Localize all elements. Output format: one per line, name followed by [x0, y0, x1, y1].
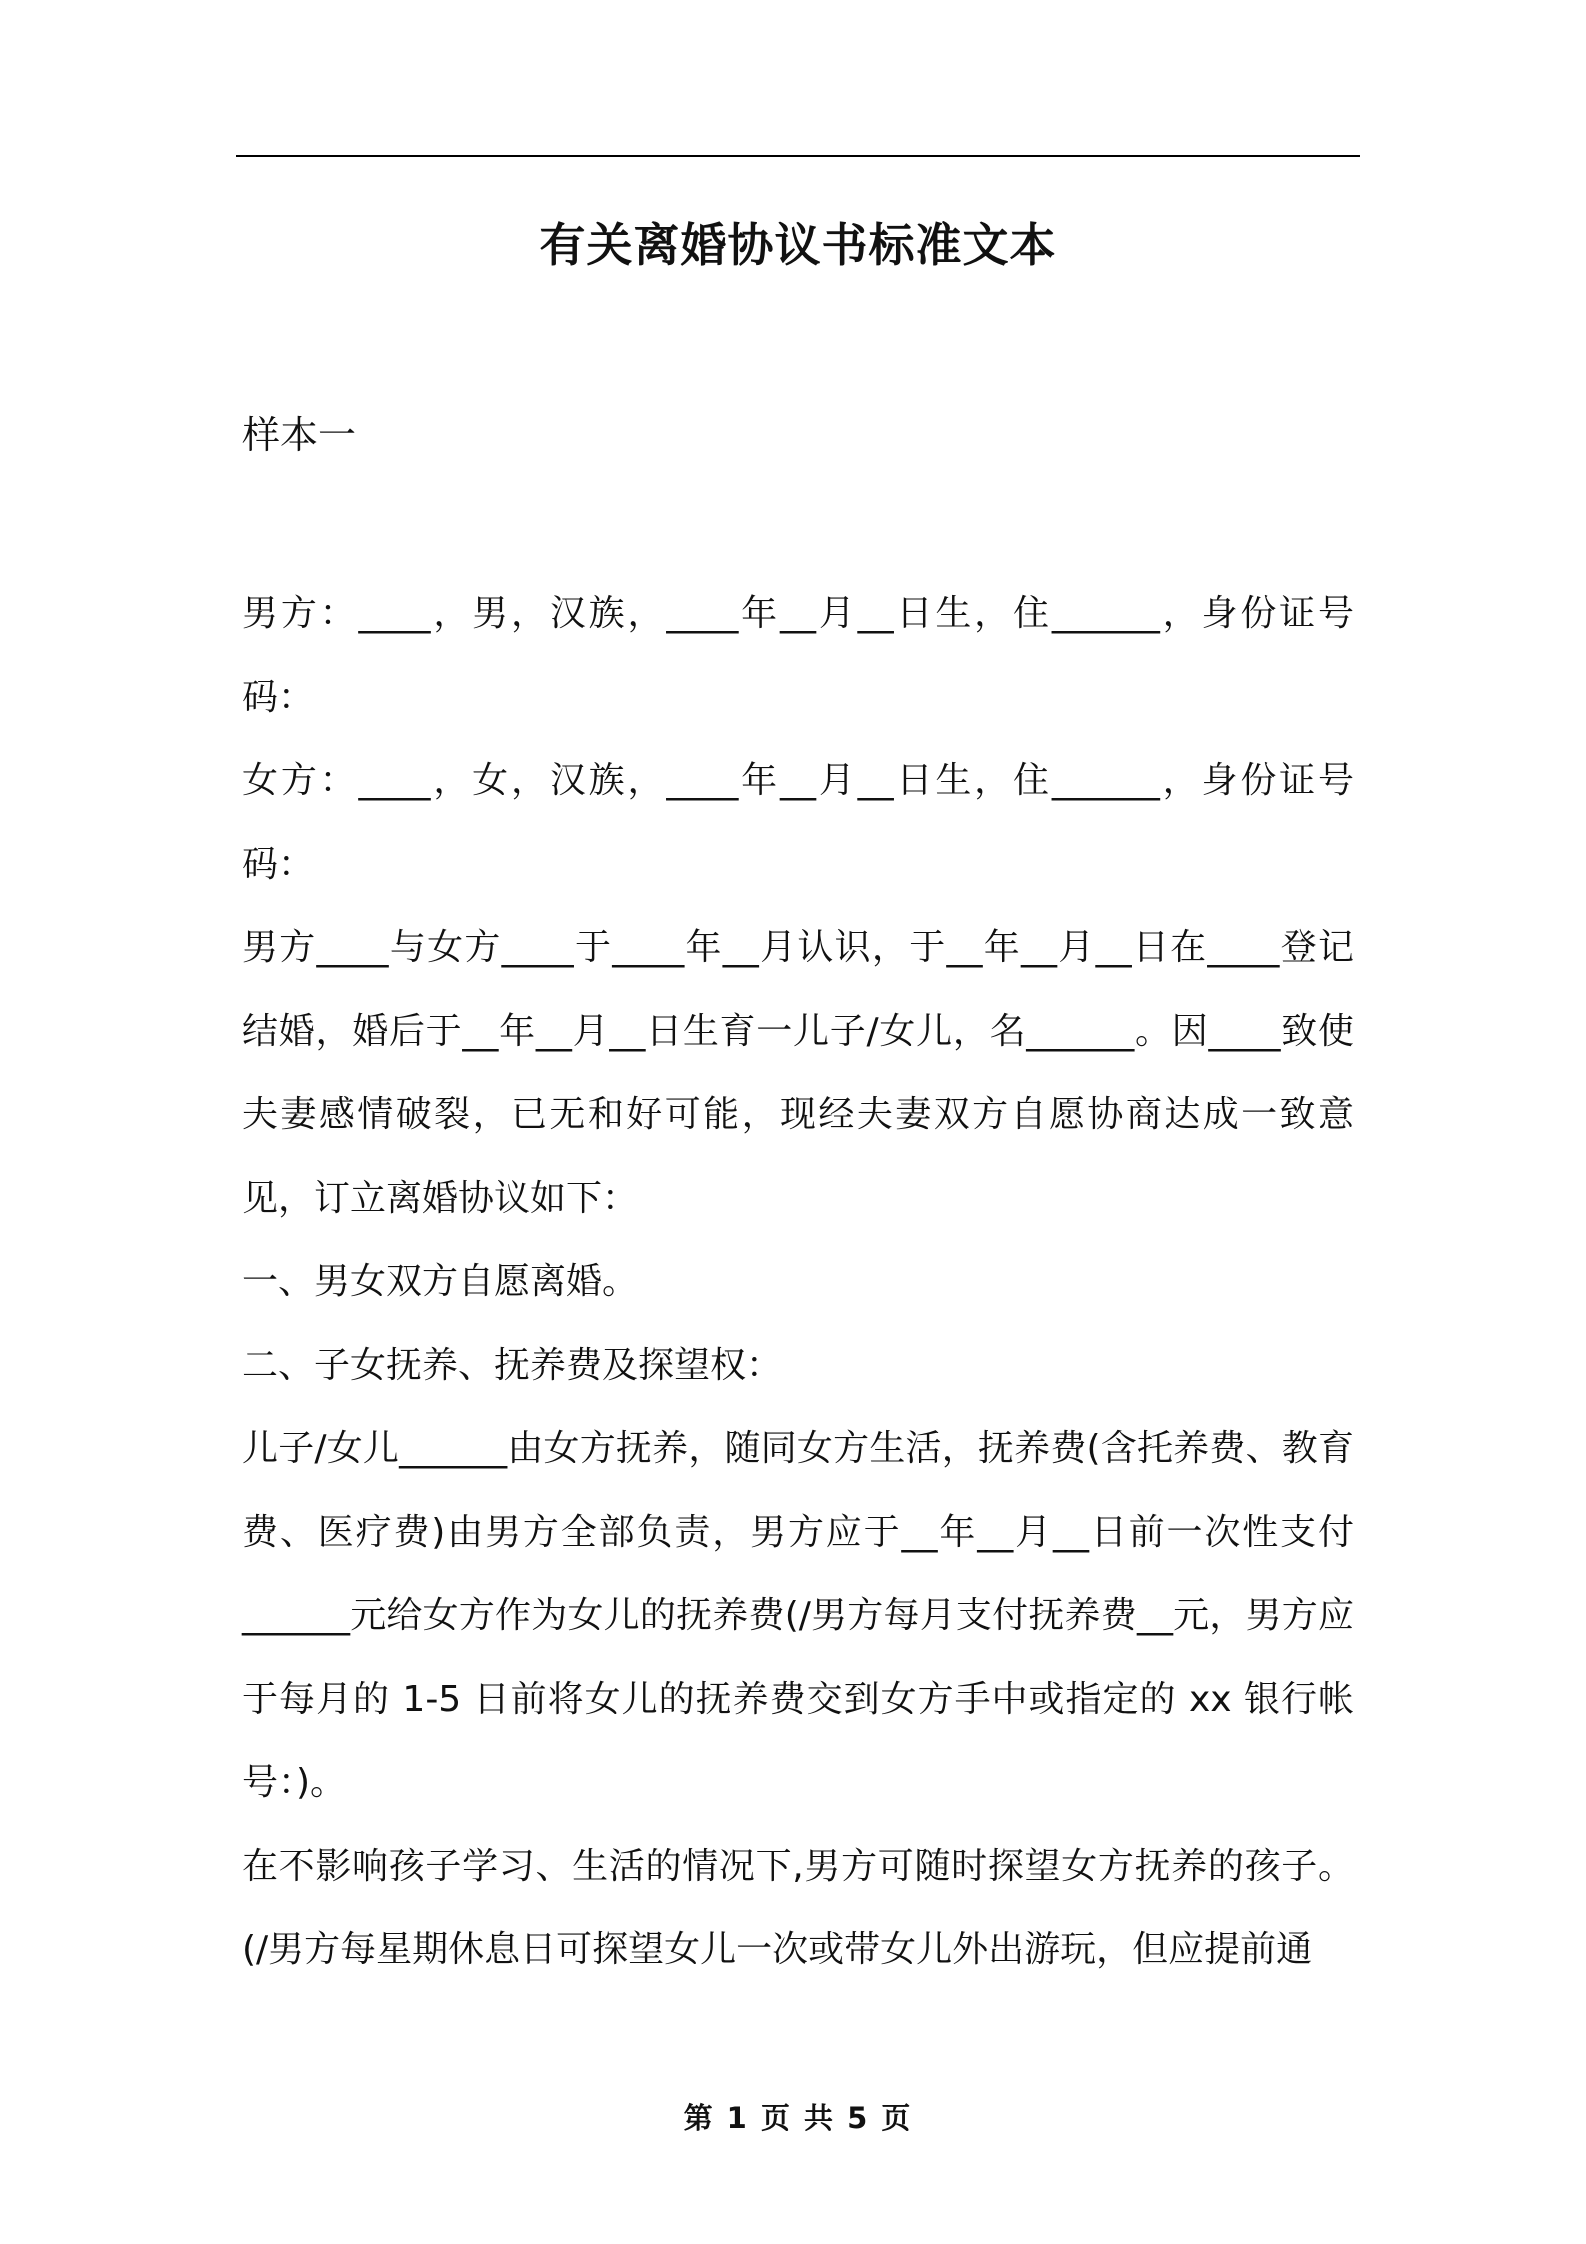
- sample-label: 样本一: [242, 413, 357, 457]
- page-number-footer: 第 1 页 共 5 页: [683, 2101, 913, 2135]
- paragraph-clause-1: 一、男女双方自愿离婚。: [242, 1261, 639, 1302]
- paragraph-clause-2-heading: 二、子女抚养、抚养费及探望权：: [242, 1344, 783, 1386]
- paragraph-visitation: 在不影响孩子学习、生活的情况下,男方可随时探望女方抚养的孩子。(/男方每星期休息日可探望女儿一次或带女儿外出游玩，但应提前通: [242, 1845, 1354, 1970]
- document-body: [242, 572, 1354, 1992]
- paragraph-child-support: 儿子/女儿______由女方抚养，随同女方生活，抚养费(含托养费、教育费、医疗费)由男方全部负责，男方应于__年__月__日前一次性支付______元给女方作为女儿的抚养费(/男方每月支付抚养费__元，男方应于每月的 1-5 日前将女儿的抚养费交到女方手中或指定的 xx 银行帐号：)。: [242, 1428, 1354, 1803]
- paragraph-marriage-background: 男方____与女方____于____年__月认识，于__年__月__日在____登记结婚，婚后于__年__月__日生育一儿子/女儿，名______。因____致使夫妻感情破裂，已无和好可能，现经夫妻双方自愿协商达成一致意见，订立离婚协议如下：: [242, 927, 1354, 1219]
- paragraph-female-party: 女方：____，女，汉族，____年__月__日生，住______，身份证号码：: [242, 760, 1354, 885]
- document-title: 有关离婚协议书标准文本: [539, 218, 1057, 272]
- paragraph-male-party: 男方：____，男，汉族，____年__月__日生，住______，身份证号码：: [242, 593, 1354, 718]
- header-rule: [236, 155, 1360, 157]
